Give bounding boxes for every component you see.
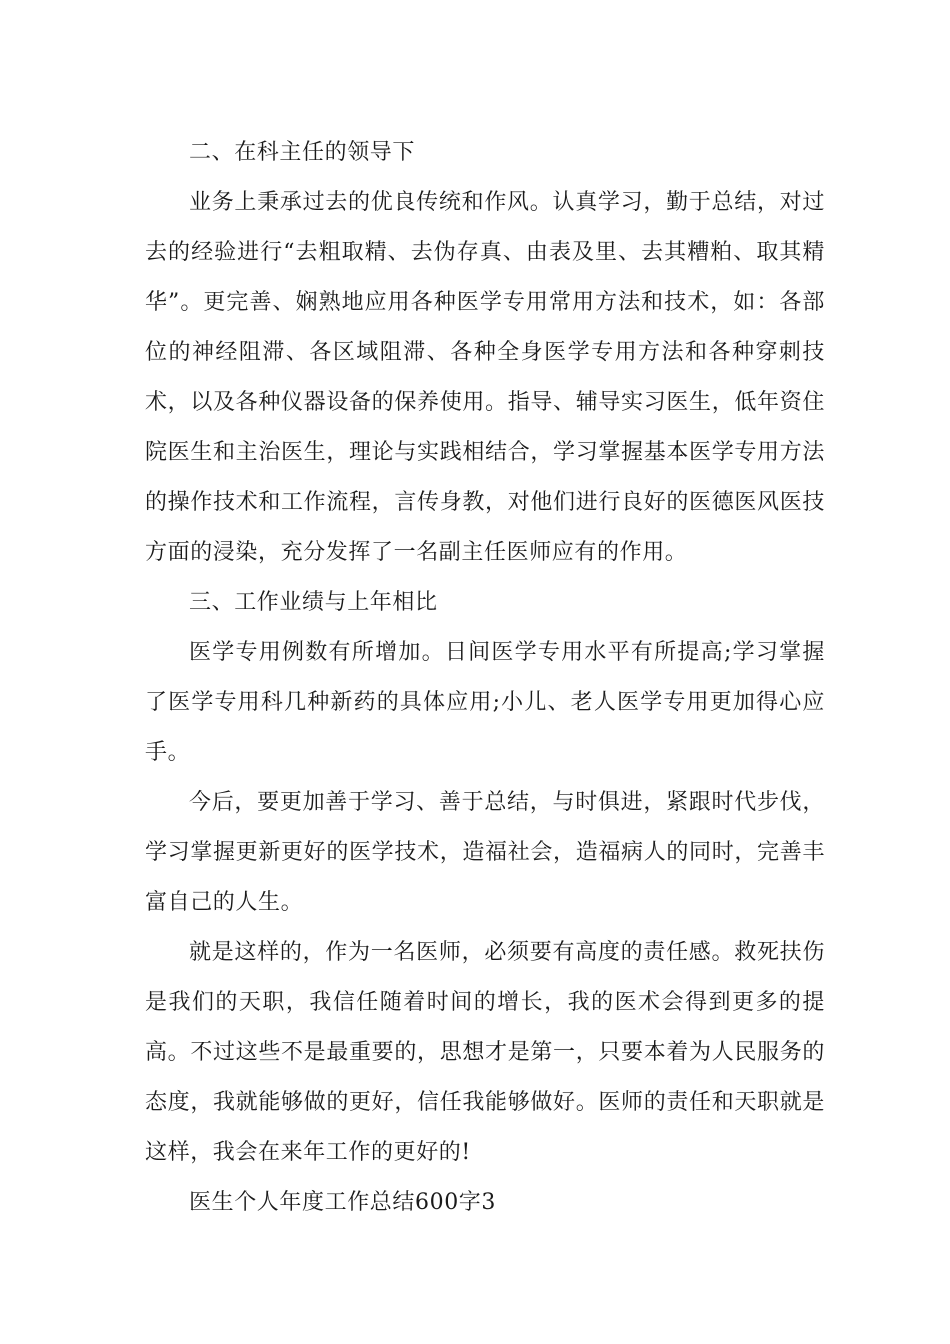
section-heading-3: 三、工作业绩与上年相比 [189,590,438,615]
document-body [145,128,825,1228]
paragraph-business: 业务上秉承过去的优良传统和作风。认真学习，勤于总结，对过去的经验进行“去粗取精、去伪存真、由表及里、去其糟粕、取其精华”。更完善、娴熟地应用各种医学专用常用方法和技术，如：各部位的神经阻滞、各区域阻滞、各种全身医学专用方法和各种穿刺技术，以及各种仪器设备的保养使用。指导、辅导实习医生，低年资住院医生和主治医生，理论与实践相结合，学习掌握基本医学专用方法的操作技术和工作流程，言传身教，对他们进行良好的医德医风医技方面的浸染，充分发挥了一名副主任医师应有的作用。 [145,190,825,565]
paragraph-responsibility: 就是这样的，作为一名医师，必须要有高度的责任感。救死扶伤是我们的天职，我信任随着时间的增长，我的医术会得到更多的提高。不过这些不是最重要的，思想才是第一，只要本着为人民服务的态度，我就能够做的更好，信任我能够做好。医师的责任和天职就是这样，我会在来年工作的更好的! [145,940,825,1165]
paragraph-future: 今后，要更加善于学习、善于总结，与时俱进，紧跟时代步伐，学习掌握更新更好的医学技术，造福社会，造福病人的同时，完善丰富自己的人生。 [145,790,825,915]
section-heading-2: 二、在科主任的领导下 [189,140,416,165]
paragraph-performance: 医学专用例数有所增加。日间医学专用水平有所提高;学习掌握了医学专用科几种新药的具体应用;小儿、老人医学专用更加得心应手。 [145,640,825,765]
next-section-title: 医生个人年度工作总结600字3 [189,1190,496,1215]
